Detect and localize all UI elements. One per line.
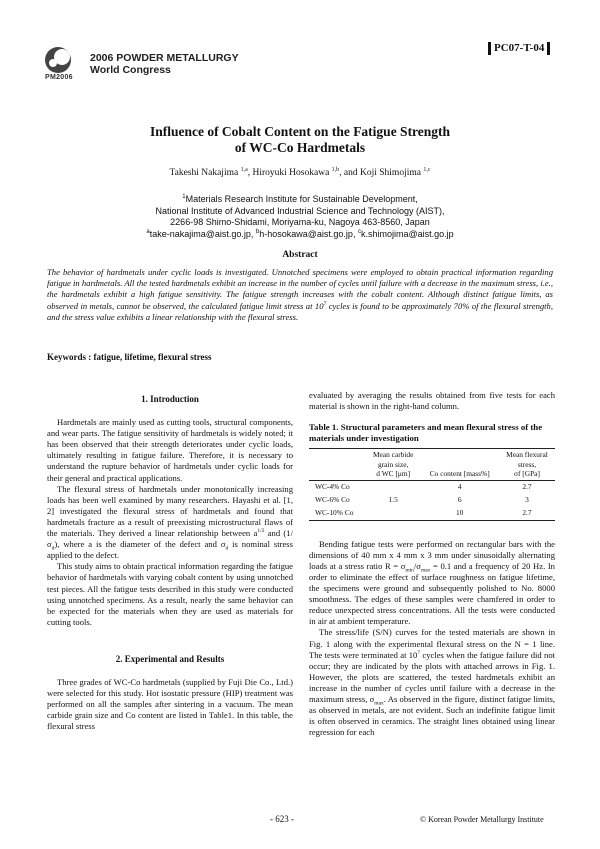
authors: Takeshi Nakajima $^{1,a}$, Hiroyuki Hosokawa $^{1,b}$, and Koji Shimojima $^{1,c}$ [169,166,431,178]
email-c[interactable]: k.shimojima@aist.go.jp [360,228,454,239]
emails: $^a$take-nakajima@aist.go.jp, $^b$h-hosokawa@aist.go.jp, $^c$k.shimojima@aist.go.jp [146,228,454,239]
table-row [309,494,555,507]
grain-head-2: grain size, [378,459,409,469]
table-cell-co: 10 [420,507,498,521]
table-cell-co: 4 [457,482,462,492]
table1-header-co: Co content [mass%] [420,449,498,481]
abstract-sup: 7 [323,300,327,307]
author-3: and Koji Shimojima [343,168,421,178]
affiliation [60,194,540,240]
intro-paragraph-3: This study aims to obtain practical information regarding the fatigue behavior of hardmetals with varying cobalt content by using unnotched test pieces. All the fatigue tests described in this study were conducted using unnotched specimens. As a result, nearly the same behavior can be expected for the materials when they are used as materials for cutting tools. [47,561,293,627]
email-c-sup: c [357,228,361,235]
stress-head-3: σf [GPa] [513,469,540,479]
conference-line1: 2006 POWDER METALLURGY [90,52,239,64]
abstract-part2: cycles is found to be approximately 70% of the flexural strength, and the stress value exhibits a linear relationship with the flexural stress. [47,300,554,322]
intro-paragraph-2 [47,484,293,562]
experimental-paragraph-1: Three grades of WC-Co hardmetals (supplied by Fuji Die Co., Ltd.) were selected for this study. Hot isostatic pressure (HIP) treatment was performed on all the samples after sintering in a vacuum. The mean carbide grain size and Co content are listed in Table1. In this table, the flexural stress [47,676,293,732]
author-2: Hiroyuki Hosokawa [252,168,330,178]
logo-label: PM2006 [45,74,73,81]
table-cell-grain: 1.5 [388,495,398,505]
aff-line3: 2266-98 Shimo-Shidami, Moriyama-ku, Nagoya 463-8560, Japan [170,217,430,227]
abstract-text [47,267,553,323]
intro-p2-d: is nominal stress applied to the defect. [47,539,293,561]
email-a[interactable]: take-nakajima@aist.go.jp [149,228,251,239]
table1-header-material [309,449,366,481]
table-cell-stress: 2.7 [499,507,555,521]
author-1: Takeshi Nakajima [169,168,239,178]
intro-p2-sub1: d [51,545,55,552]
table1 [309,448,555,521]
table-row [309,507,555,521]
intro-p2-a: The flexural stress of hardmetals under monotonically increasing loads has been well examined by many researchers. Hayashi et al. [1, 2] investigated the flexural stress of hardmetals and found that hardmetals fracture as a result of preexisting microstructural flaws of the materials. They derived a linear relationship between a [47,483,293,539]
paper-id: PC07-T-04 [488,42,550,55]
conference-name [90,52,239,76]
right-paragraph-2 [309,627,555,738]
aff-sup: 1 [182,194,186,200]
right-p2-b: cycles when the fatigue failure did not occur; they are indicated by the plots with attached arrows in Fig. 1. However, the plots are scattered, the tested hardmetals exhibit an increase in the number of cycles until failure with a decrease in the maximum stress, σ [309,649,556,704]
intro-p2-b: and (1/σ [47,528,293,550]
right-column [309,390,555,738]
experimental-heading: 2. Experimental and Results [115,653,225,664]
grain-head-3: d WC [μm] [376,469,411,479]
right-p1-sub2: max [420,567,431,574]
intro-p2-c: ), where a is the diameter of the defect and σ [54,539,226,550]
intro-paragraph-1: Hardmetals are mainly used as cutting tools, structural components, and wear parts. The fatigue sensitivity of hardmetals is widely noted; it has been observed that their strength deteriorates under cyclic loads, ultimately resulting in fatigue failure. Therefore, it is necessary to understand the rupture behavior of hardmetals under cyclic loads for their general and practical applications. [47,417,293,483]
right-p2-a: The stress/life (S/N) curves for the tested materials are shown in Fig. 1 along with the experimental flexural stress on the N = 1 line. The tests were terminated at 10 [309,627,555,660]
abstract-part1: The behavior of hardmetals under cyclic loads is investigated. Unnotched specimens were employed to obtain practical information regarding fatigue in hardmetals. All the tested hardmetals exhibit an increase in the number of cycles until failure with a decrease in the maximum stress, i.e., the hardmetals exhibit a high fatigue sensitivity. The fatigue strength increases with the cobalt content. Although distinct fatigue limits, as observed in metals, cannot be observed, the calculated fatigue limit stress at 10 [47,267,553,311]
right-p1-b: /σ [413,560,421,571]
table-cell-grain [366,480,421,494]
table-cell-material: WC-4% Co [315,482,350,492]
left-column [47,388,293,732]
table-row [309,480,555,494]
table1-header-grain [366,449,421,481]
table-cell-material: WC-6% Co [315,495,350,505]
right-p2-c: . As observed in the figure, distinct fatigue limits, as observed in metals, are not evident. Such an indefinite fatigue limit is often observed in ceramics. The straight lines obtained using linear regression for each [309,694,555,738]
title-line1: Influence of Cobalt Content on the Fatigue Strength [149,124,451,139]
table-cell-material: WC-10% Co [309,507,366,521]
aff-line2: National Institute of Advanced Industrial Science and Technology (AIST), [155,205,445,216]
page-number: - 623 - [270,814,294,824]
table-cell-grain [366,507,421,521]
right-paragraph-1 [309,539,555,628]
table-cell-stress: 3 [525,495,529,505]
table1-caption: Table 1. Structural parameters and mean flexural stress of the materials under investigation [309,422,543,444]
email-a-sup: a [146,228,150,235]
paper-title [60,124,540,156]
email-b-sup: b [255,228,260,235]
keywords: Keywords : fatigue, lifetime, flexural stress [47,352,212,362]
right-p2-sub: max [374,700,384,707]
email-b[interactable]: h-hosokawa@aist.go.jp [259,228,353,239]
right-p1-sub1: min [405,567,414,574]
table1-header-row [309,449,555,481]
right-p1-a: Bending fatigue tests were performed on rectangular bars with the dimensions of 40 mm x 4 mm x 3 mm under sinusoidally alternating loads at a stress ratio R = σ [309,538,555,571]
copyright: © Korean Powder Metallurgy Institute [420,815,544,824]
table-cell-stress: 2.7 [522,482,532,492]
conference-line2: World Congress [90,64,171,76]
author-1-sup: 1,a [240,166,248,173]
abstract-heading: Abstract [282,250,318,260]
grain-head-1: Mean carbide [372,450,414,460]
intro-heading: 1. Introduction [141,394,199,404]
author-2-sup: 1,b [331,166,340,173]
right-p1-c: = 0.1 and a frequency of 20 Hz. In order to eliminate the effect of surface roughness on fatigue lifetime, the specimens were ground and subsequently polished to No. 8000 smoothness. The edges of these samples were chamfered in order to reduce unexpected stress concentrations. All the tests were conducted in air at ambient temperature. [309,560,555,627]
right-p2-sup: 7 [417,649,421,656]
title-line2: of WC-Co Hardmetals [234,140,366,155]
aff-line1: Materials Research Institute for Sustainable Development, [185,194,418,204]
intro-p2-sub2: d [225,545,229,552]
right-paragraph-0: evaluated by averaging the results obtained from five tests for each material is shown in the right-hand column. [309,390,555,412]
table1-header-stress [499,449,555,481]
stress-head-2: stress, [517,459,537,469]
stress-head-1: Mean flexural [506,450,548,460]
table-cell-co: 6 [457,495,462,505]
author-3-sup: 1,c [423,166,431,173]
intro-p2-sup: 1/2 [257,528,265,535]
